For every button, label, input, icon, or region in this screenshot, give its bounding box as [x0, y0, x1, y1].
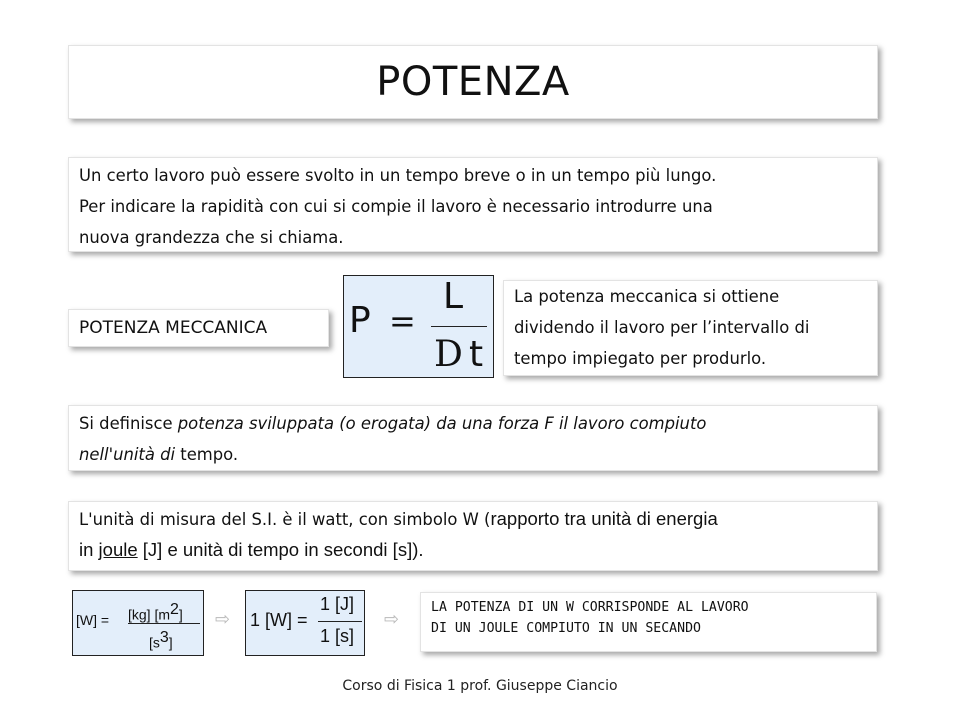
unita-line-1	[79, 504, 867, 535]
w1-den-text: [s	[149, 634, 160, 651]
formula-delta: D	[434, 334, 463, 375]
meccanica-line-3: tempo impiegato per produrlo.	[514, 349, 767, 368]
title-box	[68, 45, 878, 119]
conclusione-line-1: LA POTENZA DI UN W CORRISPONDE AL LAVORO	[431, 600, 749, 615]
arrow-right-icon: ⇨	[215, 609, 231, 630]
unita-line-2	[79, 535, 867, 564]
intro-line-1: Un certo lavoro può essere svolto in un tempo breve o in un tempo più lungo.	[79, 166, 717, 185]
unita-part3: in	[79, 539, 99, 560]
footer-credit: Corso di Fisica 1 prof. Giuseppe Ciancio	[342, 678, 618, 694]
w1-lhs: [W] =	[76, 612, 110, 628]
unita-part1: L'unità di misura del S.I. è il watt, con simbolo W (	[79, 510, 491, 529]
power-formula	[343, 275, 494, 378]
formula-p: P	[349, 300, 371, 341]
watt-unit-formula	[245, 590, 365, 656]
potenza-meccanica-label-box	[68, 309, 329, 347]
definizione-box	[68, 405, 878, 471]
definizione-part2: tempo.	[175, 445, 239, 464]
unita-box	[68, 501, 878, 571]
w1-num-exp: 2	[170, 601, 179, 618]
unita-part2: rapporto tra unità di energia	[490, 508, 718, 529]
formula-fraction-bar	[431, 326, 487, 327]
watt-dimension-formula	[72, 590, 204, 656]
meccanica-line-2: dividendo il lavoro per l’intervallo di	[514, 318, 810, 337]
w1-num-text: [kg] [m	[128, 606, 171, 623]
definizione-line-1	[79, 408, 867, 439]
intro-line-2: Per indicare la rapidità con cui si compie il lavoro è necessario introdurre una	[79, 197, 713, 216]
w2-lhs: 1 [W] =	[250, 610, 308, 630]
definizione-italic-2: nell'unità di	[79, 445, 176, 464]
page-title: POTENZA	[376, 59, 570, 105]
formula-t: t	[469, 334, 484, 375]
w1-fraction-bar	[128, 623, 200, 624]
intro-line-3: nuova grandezza che si chiama.	[79, 228, 344, 247]
intro-box	[68, 157, 878, 252]
potenza-meccanica-label: POTENZA MECCANICA	[79, 318, 268, 338]
w2-fraction-bar	[318, 621, 362, 622]
w1-denominator	[149, 629, 173, 651]
definizione-part1: Si definisce	[79, 414, 178, 433]
w1-num-close: ]	[178, 606, 183, 623]
unita-joule: joule	[98, 539, 138, 560]
w1-den-exp: 3	[159, 629, 169, 646]
w2-numerator: 1 [J]	[320, 594, 355, 614]
formula-equals: =	[389, 302, 416, 340]
arrow-right-icon-2: ⇨	[384, 609, 400, 630]
conclusione-line-2: DI UN JOULE COMPIUTO IN UN SECANDO	[431, 621, 701, 636]
meccanica-desc-box	[503, 280, 878, 376]
formula-numerator: L	[443, 276, 464, 317]
unita-part4: [J] e unità di tempo in secondi [s]).	[137, 539, 424, 560]
definizione-italic-1: potenza sviluppata (o erogata) da una forza F il lavoro compiuto	[177, 414, 707, 433]
w1-numerator	[128, 601, 183, 623]
w2-denominator: 1 [s]	[320, 626, 355, 646]
definizione-line-2	[79, 439, 867, 470]
w1-den-close: ]	[168, 634, 173, 651]
meccanica-line-1: La potenza meccanica si ottiene	[514, 287, 780, 306]
conclusione-box	[420, 592, 877, 652]
